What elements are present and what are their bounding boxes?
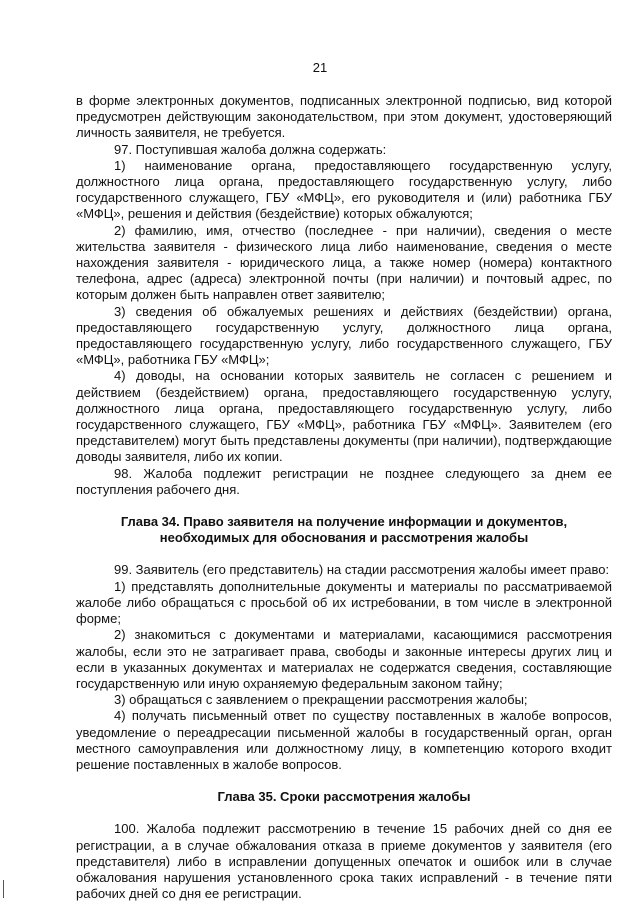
spacer: [76, 498, 612, 514]
paragraph-99-item-2: 2) знакомиться с документами и материалами, касающимися рассмотрения жалобы, если это не затрагивает права, свободы и законные интересы других лиц и если в указанных документах и материалах не содержатся сведения, составляющие государственную или иную охраняемую федеральным законом тайну;: [76, 627, 612, 691]
paragraph-99: 99. Заявитель (его представитель) на стадии рассмотрения жалобы имеет право:: [114, 562, 610, 578]
paragraph-100: 100. Жалоба подлежит рассмотрению в течение 15 рабочих дней со дня ее регистрации, а в случае обжалования отказа в приеме документов у заявителя (его представителя) либо в исправлении допущенных опечаток и ошибок или в случае обжалования нарушения установленного срока таких исправлений - в течение пяти рабочих дней со дня ее регистрации.: [76, 821, 612, 902]
paragraph-99-item-4: 4) получать письменный ответ по существу поставленных в жалобе вопросов, уведомление о переадресации письменной жалобы в государственный орган, орган местного самоуправления или должностному лицу, в компетенцию которого входит решение поставленных в жалобе вопросов.: [76, 708, 612, 772]
paragraph-97: 97. Поступившая жалоба должна содержать:: [114, 141, 387, 157]
paragraph-97-item-3: 3) сведения об обжалуемых решениях и действиях (бездействии) органа, предоставляющего государственную услугу, должностного лица органа, предоставляющего государственную услугу, либо государственного служащего, ГБУ «МФЦ», работника ГБУ «МФЦ»;: [76, 303, 612, 368]
chapter-34-title-line-2: необходимых для обоснования и рассмотрения жалобы: [159, 530, 529, 546]
chapter-34-title-line-1: Глава 34. Право заявителя на получение информации и документов,: [120, 514, 568, 530]
spacer: [76, 773, 612, 789]
chapter-35-title: Глава 35. Сроки рассмотрения жалобы: [217, 789, 471, 805]
document-body: [76, 93, 612, 902]
paragraph-97-item-2: 2) фамилию, имя, отчество (последнее - при наличии), сведения о месте жительства заявителя - физического лица либо наименование, сведения о месте нахождения заявителя - юридического лица, а также номер (номера) контактного телефона, адрес (адреса) электронной почты (при наличии) и почтовый адрес, по которым должен быть направлен ответ заявителю;: [76, 222, 612, 303]
scan-edge-mark: [3, 880, 4, 898]
page-number: 21: [312, 60, 328, 75]
paragraph-97-item-1: 1) наименование органа, предоставляющего государственную услугу, должностного лица органа, предоставляющего государственную услугу, либо государственного служащего, ГБУ «МФЦ», его руководителя и (или) работника ГБУ «МФЦ», решения и действия (бездействие) которых обжалуются;: [76, 157, 612, 222]
paragraph-continuation: в форме электронных документов, подписанных электронной подписью, вид которой предусмотрен действующим законодательством, при этом документ, удостоверяющий личность заявителя, не требуется.: [76, 93, 612, 141]
paragraph-99-item-3: 3) обращаться с заявлением о прекращении рассмотрения жалобы;: [114, 692, 528, 708]
paragraph-98: 98. Жалоба подлежит регистрации не позднее следующего за днем ее поступления рабочего дня.: [76, 465, 612, 497]
paragraph-97-item-4: 4) доводы, на основании которых заявитель не согласен с решением и действием (бездействием) органа, предоставляющего государственную услугу, должностного лица органа, предоставляющего государственную услугу, либо государственного служащего, ГБУ «МФЦ», работника ГБУ «МФЦ». Заявителем (его представителем) могут быть представлены документы (при наличии), подтверждающие доводы заявителя, либо их копии.: [76, 368, 612, 465]
spacer: [76, 805, 612, 821]
paragraph-99-item-1: 1) представлять дополнительные документы и материалы по рассматриваемой жалобе либо обращаться с просьбой об их истребовании, в том числе в электронной форме;: [76, 578, 612, 627]
spacer: [76, 546, 612, 562]
